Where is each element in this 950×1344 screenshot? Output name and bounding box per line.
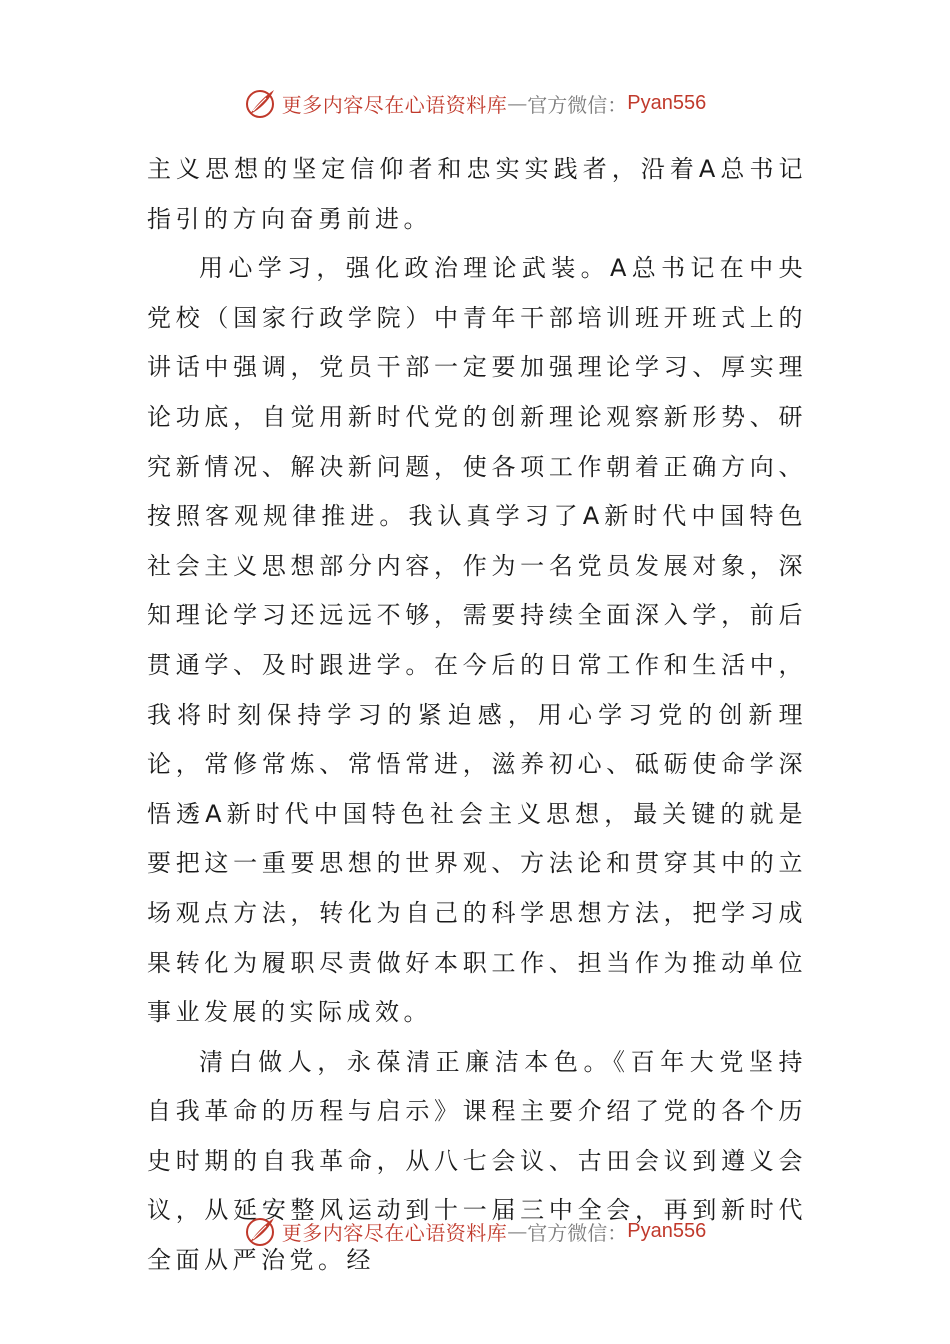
watermark-separator: — [507,1219,528,1243]
paragraph-continuation: 主义思想的坚定信仰者和忠实实践者，沿着A总书记指引的方向奋勇前进。 [147,155,807,233]
watermark-main-text: 更多内容尽在心语资料库 [281,1220,508,1245]
quill-logo-icon [244,86,278,120]
paragraph-study: 用心学习，强化政治理论武装。A总书记在中央党校（国家行政学院）中青年干部培训班开班式上的讲话中强调，党员干部一定要加强理论学习、厚实理论功底，自觉用新时代党的创新理论观察新形势、研究新情况、解决新问题，使各项工作朝着正确方向、按照客观规律推进。我认真学习了A新时代中国特色社会主义思想部分内容，作为一名党员发展对象，深知理论学习还远远不够，需要持续全面深入学，前后贯通学、及时跟进学。在今后的日常工作和生活中，我将时刻保持学习的紧迫感，用心学习党的创新理论，常修常炼、常悟常进，滋养初心、砥砺使命学深悟透A新时代中国特色社会主义思想，最关键的就是要把这一重要思想的世界观、方法论和贯穿其中的立场观点方法，转化为自己的科学思想方法，把学习成果转化为履职尽责做好本职工作、担当作为推动单位事业发展的实际成效。 [147,254,807,1027]
watermark-main-text: 更多内容尽在心语资料库 [281,92,508,117]
watermark-contact-label: 官方微信： [527,1220,628,1245]
document-body [147,145,807,1286]
watermark-contact-handle: Pyan556 [627,91,707,114]
quill-logo-icon [244,1214,278,1248]
watermark-contact-label: 官方微信： [527,92,628,117]
watermark-separator: — [507,91,528,115]
footer-watermark [0,1211,950,1251]
watermark-contact-handle: Pyan556 [627,1219,707,1242]
paragraph-integrity: 清白做人，永葆清正廉洁本色。《百年大党坚持自我革命的历程与启示》课程主要介绍了党的各个历史时期的自我革命，从八七会议、古田会议到遵义会议，从延安整风运动到十一届三中全会，再到新时代全面从严治党。经 [147,1047,807,1275]
header-watermark [0,83,950,123]
